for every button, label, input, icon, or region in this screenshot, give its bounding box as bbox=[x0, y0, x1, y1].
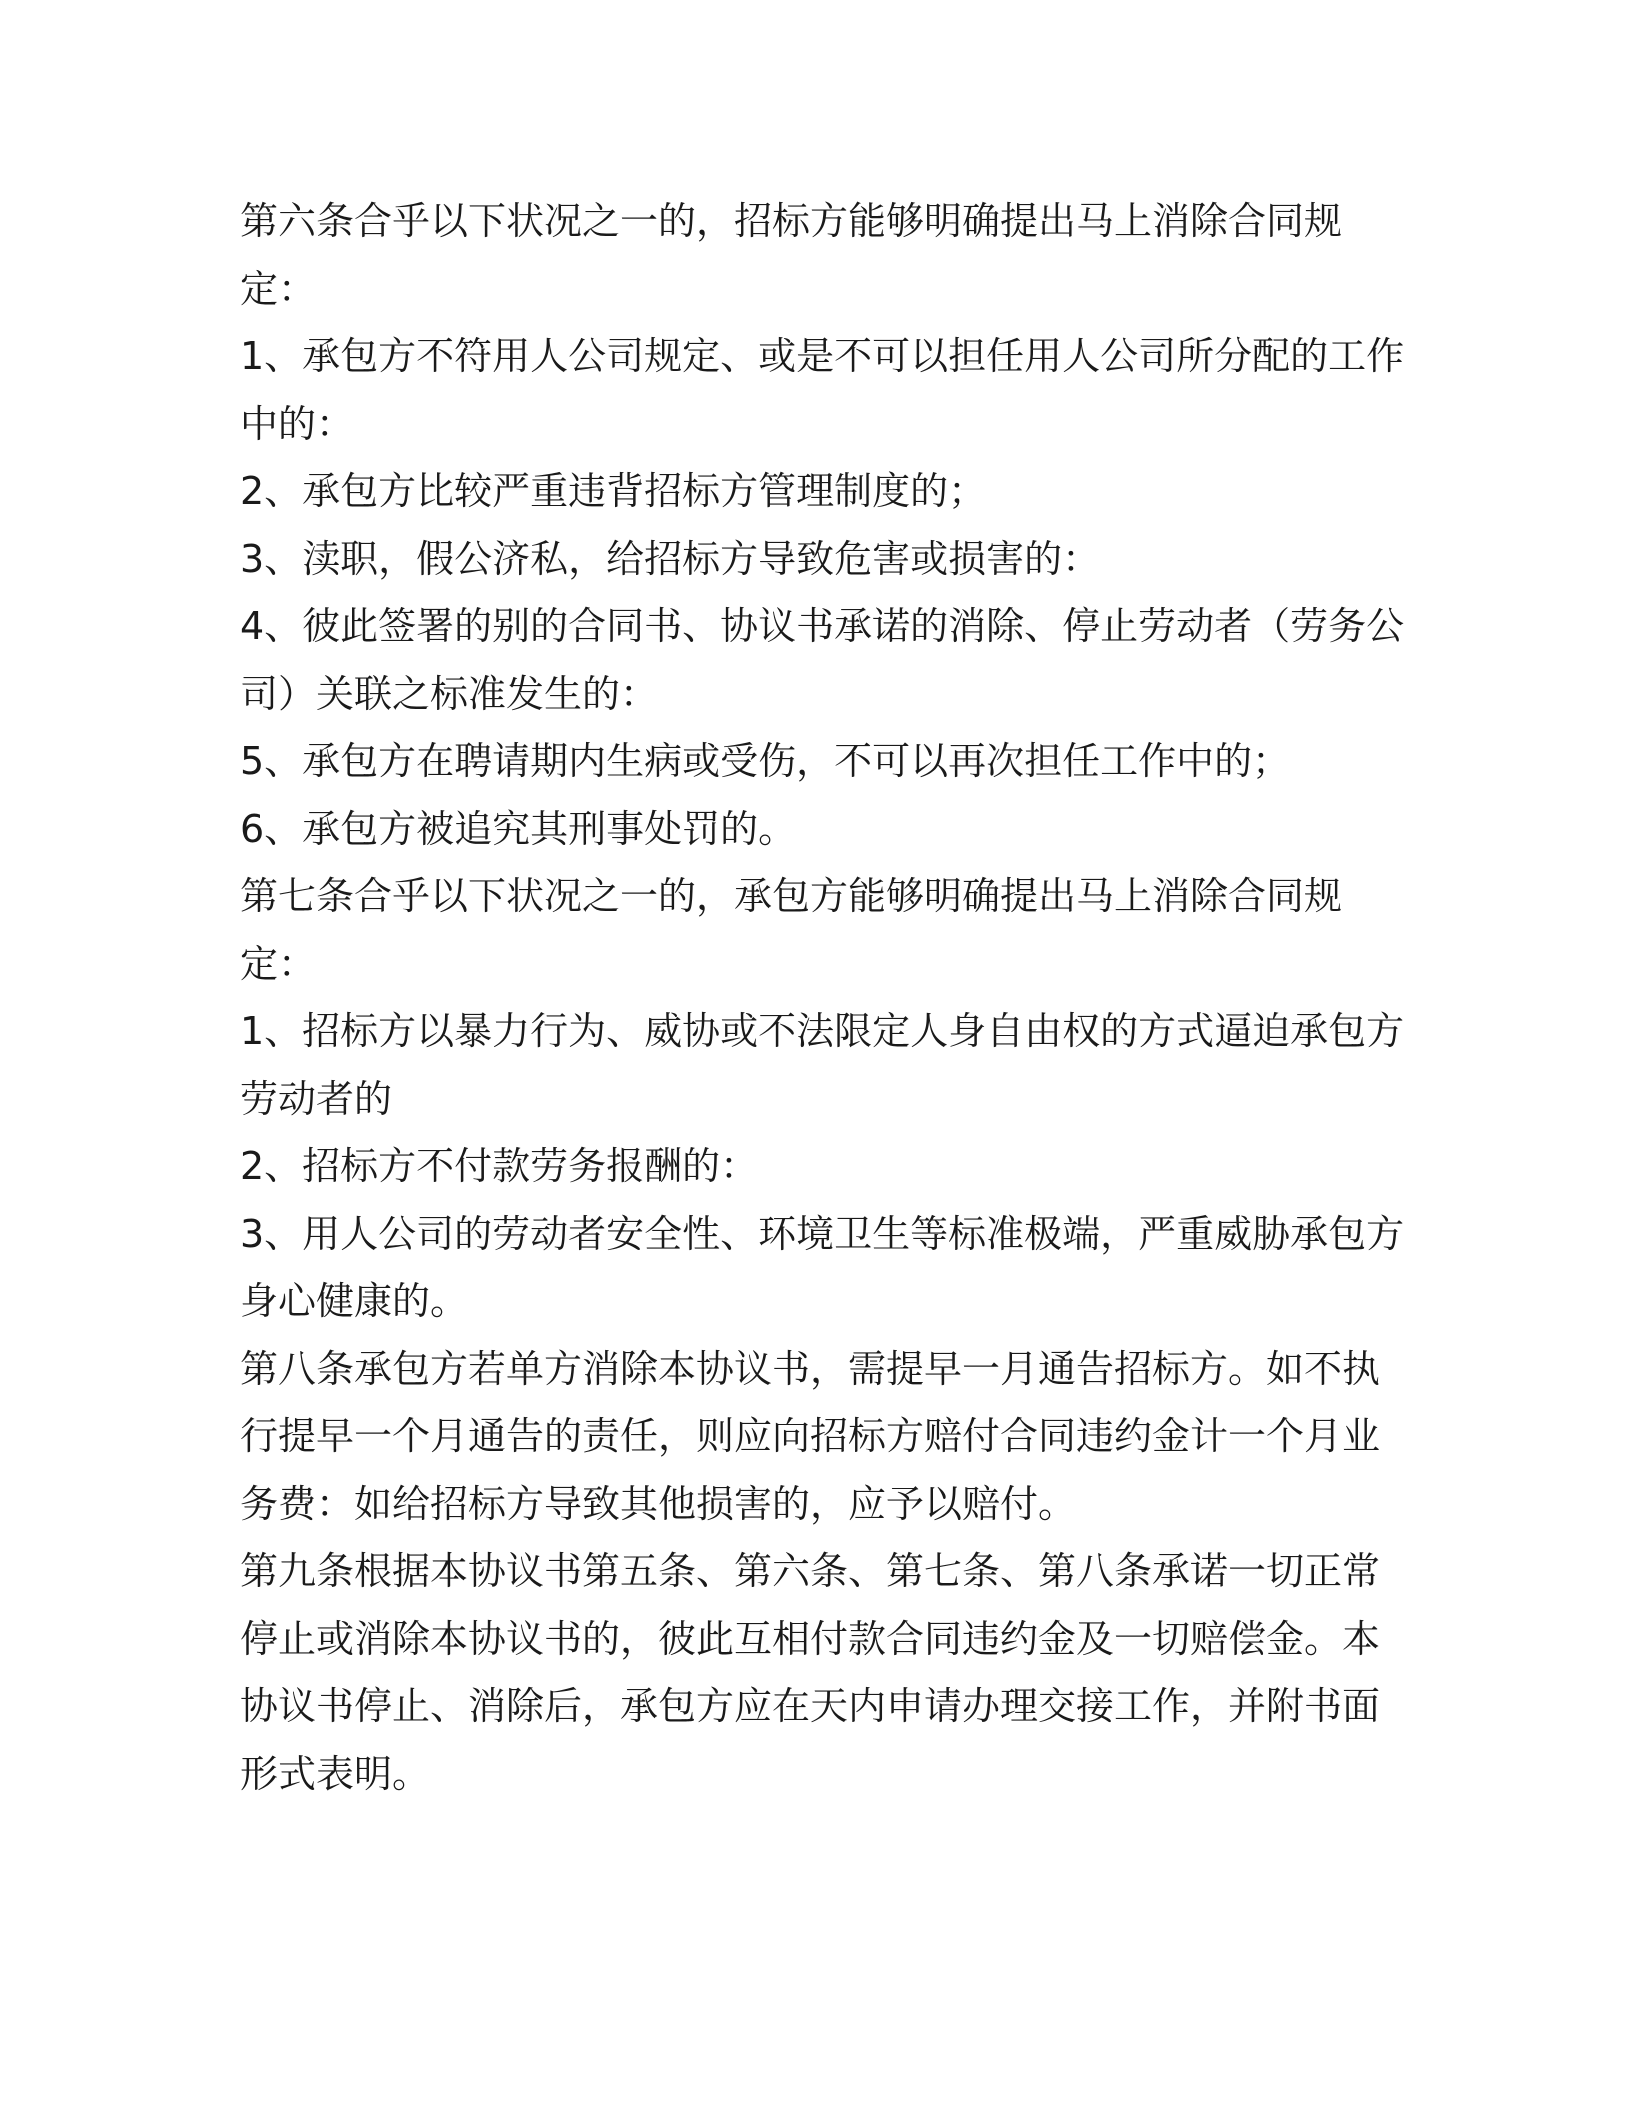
text-line: 定： bbox=[240, 266, 317, 311]
document-body bbox=[240, 188, 1405, 1808]
text-line: 中的： bbox=[240, 401, 355, 446]
text-line: 2、承包方比较严重违背招标方管理制度的； bbox=[240, 469, 987, 513]
text-line: 3、用人公司的劳动者安全性、环境卫生等标准极端，严重威胁承包方 bbox=[240, 1211, 1405, 1256]
text-line: 6、承包方被追究其刑事处罚的。 bbox=[240, 806, 797, 851]
text-line: 第八条承包方若单方消除本协议书，需提早一月通告招标方。如不执 bbox=[240, 1346, 1381, 1391]
text-line: 协议书停止、消除后，承包方应在天内申请办理交接工作，并附书面 bbox=[240, 1684, 1381, 1728]
text-line: 4、彼此签署的别的合同书、协议书承诺的消除、停止劳动者（劳务公 bbox=[240, 604, 1405, 648]
text-line: 5、承包方在聘请期内生病或受伤，不可以再次担任工作中的； bbox=[240, 739, 1291, 783]
text-line: 第七条合乎以下状况之一的，承包方能够明确提出马上消除合同规 bbox=[240, 874, 1343, 918]
text-line: 务费：如给招标方导致其他损害的，应予以赔付。 bbox=[240, 1481, 1077, 1526]
text-line: 2、招标方不付款劳务报酬的： bbox=[240, 1144, 759, 1188]
text-line: 行提早一个月通告的责任，则应向招标方赔付合同违约金计一个月业 bbox=[240, 1414, 1381, 1458]
text-line: 第六条合乎以下状况之一的，招标方能够明确提出马上消除合同规 bbox=[240, 199, 1343, 243]
text-line: 停止或消除本协议书的，彼此互相付款合同违约金及一切赔偿金。本 bbox=[240, 1616, 1381, 1661]
text-line: 定： bbox=[240, 941, 317, 986]
text-line: 1、承包方不符用人公司规定、或是不可以担任用人公司所分配的工作 bbox=[240, 334, 1405, 378]
text-line: 司）关联之标准发生的： bbox=[240, 671, 659, 716]
text-line: 身心健康的。 bbox=[240, 1279, 469, 1323]
text-line: 3、渎职，假公济私，给招标方导致危害或损害的： bbox=[240, 536, 1101, 581]
text-line: 1、招标方以暴力行为、威协或不法限定人身自由权的方式逼迫承包方 bbox=[240, 1009, 1405, 1053]
text-line: 形式表明。 bbox=[240, 1751, 431, 1796]
text-line: 第九条根据本协议书第五条、第六条、第七条、第八条承诺一切正常 bbox=[240, 1549, 1381, 1593]
text-line: 劳动者的 bbox=[240, 1076, 393, 1121]
